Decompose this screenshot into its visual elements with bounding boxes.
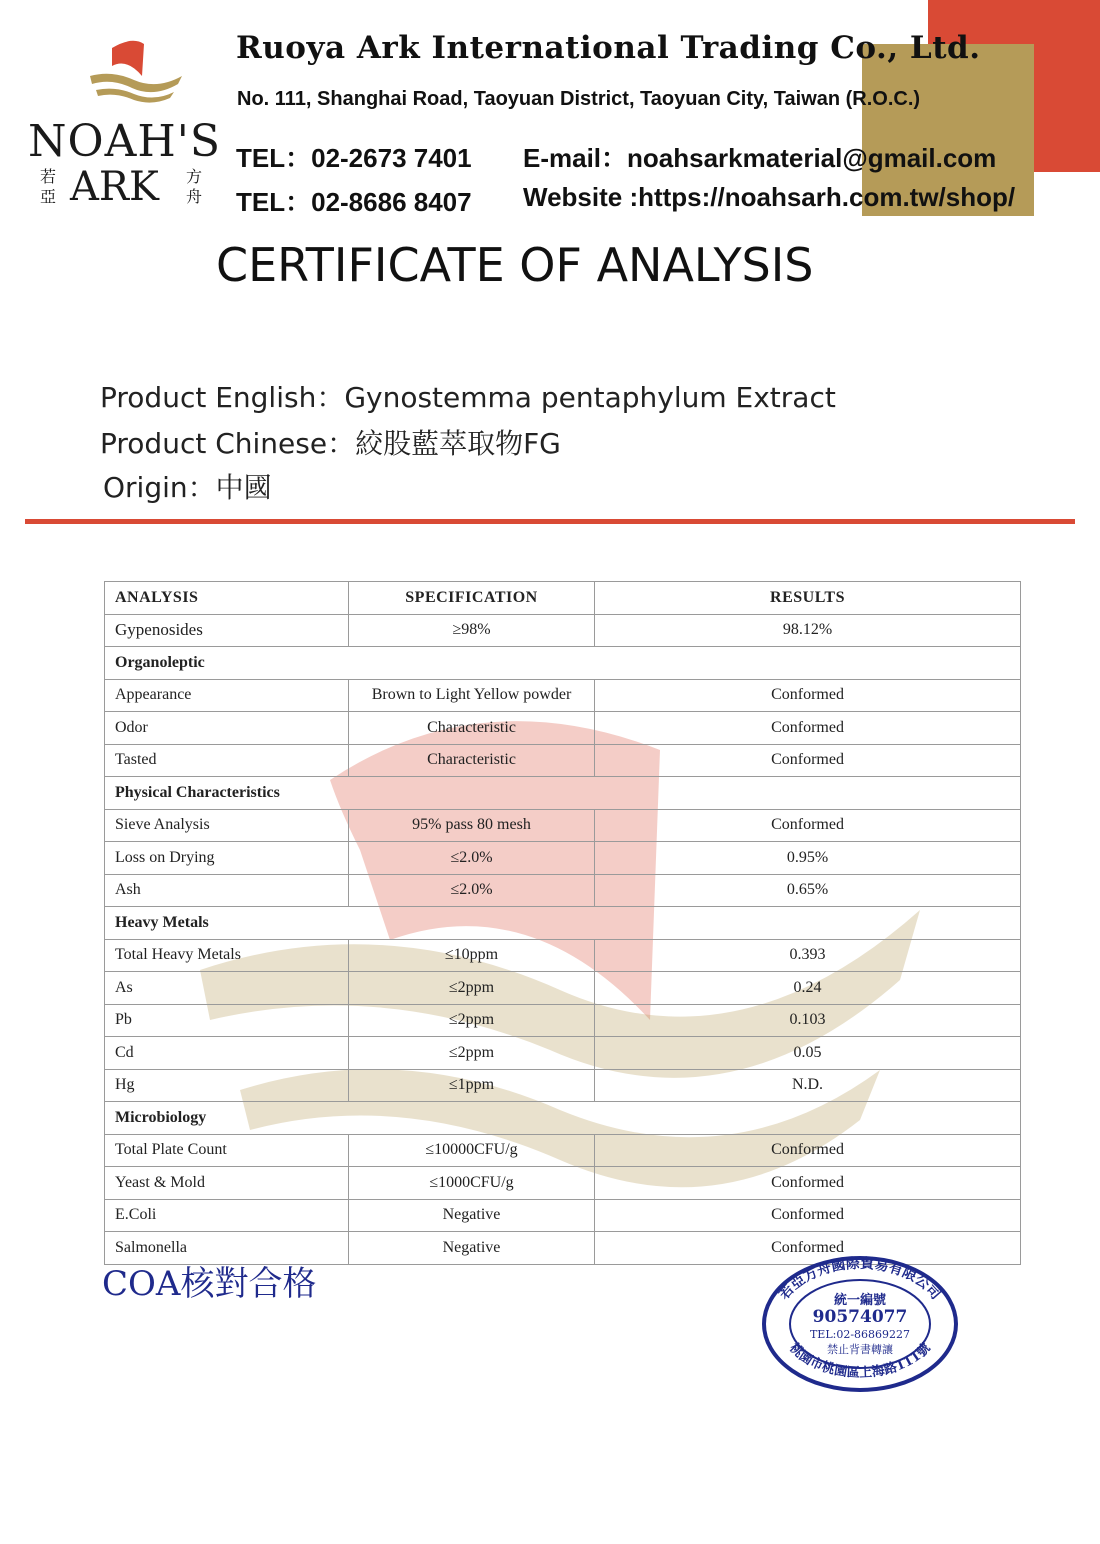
row-specification: ≤2.0% (349, 842, 595, 875)
company-address: No. 111, Shanghai Road, Taoyuan District, Taoyuan City, Taiwan (R.O.C.) (237, 88, 921, 110)
logo-chinese-right: 方舟 (186, 167, 203, 206)
row-analysis: Hg (105, 1069, 349, 1102)
document-title: CERTIFICATE OF ANALYSIS (216, 238, 814, 292)
header-specification: SPECIFICATION (349, 582, 595, 615)
phone-2: TEL：02-8686 8407 (236, 187, 472, 217)
row-specification: Brown to Light Yellow powder (349, 679, 595, 712)
row-analysis: Pb (105, 1004, 349, 1037)
phone-1: TEL：02-2673 7401 (236, 143, 472, 173)
row-result: Conformed (595, 744, 1021, 777)
row-specification: Characteristic (349, 744, 595, 777)
row-analysis: Cd (105, 1037, 349, 1070)
seal-address: 桃園市桃園區上海路111號 (786, 1340, 934, 1381)
seal-number: 90574077 (812, 1307, 908, 1327)
row-result: Conformed (595, 1232, 1021, 1265)
row-specification: ≤10000CFU/g (349, 1134, 595, 1167)
row-analysis: Ash (105, 874, 349, 907)
seal-label: 統一編號 (833, 1293, 887, 1308)
logo-name: NOAH'S (28, 116, 221, 167)
section-row (105, 907, 1021, 940)
table-row (105, 842, 1021, 875)
row-result: Conformed (595, 1167, 1021, 1200)
section-row (105, 1102, 1021, 1135)
row-result: 0.393 (595, 939, 1021, 972)
row-result: Conformed (595, 679, 1021, 712)
row-specification: ≤10ppm (349, 939, 595, 972)
row-specification: Negative (349, 1232, 595, 1265)
product-chinese: Product Chinese：絞股藍萃取物FG (100, 427, 561, 460)
table-row (105, 712, 1021, 745)
table-row (105, 939, 1021, 972)
divider-line (25, 519, 1075, 524)
ship-logo-icon (82, 36, 192, 106)
row-result: Conformed (595, 712, 1021, 745)
logo-chinese-left: 若亞 (40, 167, 57, 206)
row-specification: Characteristic (349, 712, 595, 745)
email: E-mail：noahsarkmaterial@gmail.com (523, 143, 997, 173)
row-specification: ≤1ppm (349, 1069, 595, 1102)
table-header-row (105, 582, 1021, 615)
row-specification: ≤2ppm (349, 1037, 595, 1070)
row-specification: ≤2ppm (349, 972, 595, 1005)
section-title: Physical Characteristics (105, 777, 1021, 810)
row-specification: ≤2ppm (349, 1004, 595, 1037)
company-name: Ruoya Ark International Trading Co., Ltd. (236, 30, 981, 66)
row-result: 0.05 (595, 1037, 1021, 1070)
table-row (105, 1134, 1021, 1167)
section-title: Heavy Metals (105, 907, 1021, 940)
row-result: Conformed (595, 1134, 1021, 1167)
table-row (105, 1069, 1021, 1102)
table-row (105, 1167, 1021, 1200)
row-result: Conformed (595, 809, 1021, 842)
row-analysis: Appearance (105, 679, 349, 712)
row-analysis: Salmonella (105, 1232, 349, 1265)
table-row (105, 1037, 1021, 1070)
seal-tel: TEL:02-86869227 (809, 1328, 911, 1341)
table-row (105, 744, 1021, 777)
table-row (105, 874, 1021, 907)
row-analysis: Total Plate Count (105, 1134, 349, 1167)
table-row (105, 614, 1021, 647)
row-result: N.D. (595, 1069, 1021, 1102)
row-specification: 95% pass 80 mesh (349, 809, 595, 842)
coa-approval-stamp: COA核對合格 (102, 1264, 317, 1304)
row-analysis: As (105, 972, 349, 1005)
row-analysis: Odor (105, 712, 349, 745)
row-specification: ≤2.0% (349, 874, 595, 907)
row-result: Conformed (595, 1199, 1021, 1232)
section-title: Microbiology (105, 1102, 1021, 1135)
table-row (105, 1004, 1021, 1037)
row-analysis: Total Heavy Metals (105, 939, 349, 972)
row-analysis: E.Coli (105, 1199, 349, 1232)
seal-company-name: 若亞方舟國際貿易有限公司 (776, 1255, 944, 1303)
section-title: Organoleptic (105, 647, 1021, 680)
row-result: 0.24 (595, 972, 1021, 1005)
product-english: Product English：Gynostemma pentaphylum Extract (100, 381, 836, 414)
analysis-table (104, 581, 1021, 1265)
product-origin: Origin：中國 (103, 471, 272, 504)
company-seal-icon (760, 1254, 960, 1394)
row-specification: ≤1000CFU/g (349, 1167, 595, 1200)
header-results: RESULTS (595, 582, 1021, 615)
seal-note: 禁止背書轉讓 (827, 1343, 893, 1356)
row-analysis: Loss on Drying (105, 842, 349, 875)
row-specification: ≥98% (349, 614, 595, 647)
company-logo (22, 36, 227, 216)
table-row (105, 679, 1021, 712)
row-analysis: Sieve Analysis (105, 809, 349, 842)
row-analysis: Gypenosides (105, 614, 349, 647)
section-row (105, 777, 1021, 810)
website: Website :https://noahsarh.com.tw/shop/ (523, 182, 1016, 212)
row-result: 0.103 (595, 1004, 1021, 1037)
row-analysis: Yeast & Mold (105, 1167, 349, 1200)
table-row (105, 1199, 1021, 1232)
row-analysis: Tasted (105, 744, 349, 777)
row-specification: Negative (349, 1199, 595, 1232)
table-row (105, 809, 1021, 842)
section-row (105, 647, 1021, 680)
row-result: 0.65% (595, 874, 1021, 907)
header-analysis: ANALYSIS (105, 582, 349, 615)
table-row (105, 972, 1021, 1005)
row-result: 0.95% (595, 842, 1021, 875)
logo-ark: ARK (70, 164, 159, 210)
row-result: 98.12% (595, 614, 1021, 647)
